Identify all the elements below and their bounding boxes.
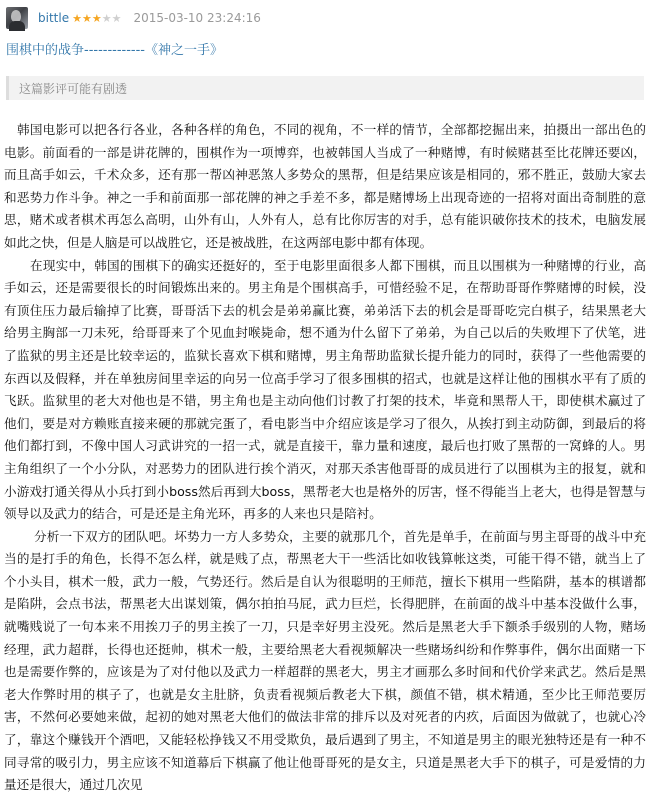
review-header bbox=[6, 6, 261, 30]
review-title-movie: 《神之一手》 bbox=[144, 43, 223, 58]
spoiler-notice-text: 这篇影评可能有剧透 bbox=[19, 81, 128, 96]
star-empty-icon: ★ bbox=[111, 11, 122, 25]
review-paragraph: 在现实中，韩国的围棋下的确实还挺好的，至于电影里面很多人都下围棋，而且以围棋为一种赌博的行业，高手如云，还是需要很长的时间锻炼出来的。男主角是个围棋高手，可惜经验不足，在帮助哥哥作弊赌博的时候，没有顶住压力最后输掉了比赛，哥哥活下去的机会是弟弟赢比赛，弟弟活下去的机会是哥哥吃完白棋子，结果黑老大给男主胸部一刀未死，给哥哥来了个见血封喉毙命，想不通为什么留下了弟弟，为自己以后的失败埋下了伏笔，进了监狱的男主还是比较幸运的，监狱长喜欢下棋和赌博，男主角帮助监狱长提升能力的同时，获得了一些他需要的东西以及假释，并在单独房间里幸运的向另一位高手学习了很多围棋的招式，也就是这样让他的围棋水平有了质的飞跃。监狱里的老大对他也是不错，男主角也是主动向他们讨教了打架的技术，毕竟和黑帮人干，即使棋术赢过了他们，要是对方赖账直接来硬的那就完蛋了，看电影当中介绍应该是学习了很久，从挨打到主动防御，到最后的将他们都打到，不像中国人习武讲究的一招一式，就是直接干，靠力量和速度，最后也打败了黑帮的一窝蜂的人。男主角组织了一个小分队，对恶势力的团队进行挨个消灭，对那天杀害他哥哥的成员进行了以围棋为主的报复，就和小游戏打通关得从小兵打到小boss然后再到大boss，黑帮老大也是格外的厉害，怪不得能当上老大，也得是智慧与领导以及武力的结合，可是还是主角光环，再多的人来也只是陪衬。 bbox=[4, 257, 646, 522]
avatar[interactable] bbox=[6, 7, 28, 29]
username-link[interactable]: bittle bbox=[38, 11, 70, 25]
review-title-link[interactable] bbox=[6, 39, 223, 58]
spoiler-notice bbox=[6, 76, 644, 100]
star-filled-icon: ★ bbox=[91, 11, 102, 25]
rating-stars bbox=[72, 13, 121, 24]
star-filled-icon: ★ bbox=[81, 11, 92, 25]
review-paragraph: 韩国电影可以把各行各业，各种各样的角色，不同的视角，不一样的情节，全部都挖掘出来，拍摄出一部出色的电影。前面看的一部是讲花牌的，围棋作为一项博弈，也被韩国人当成了一种赌博，有时候赌甚至比花牌还要凶，而且高手如云，千术众多，还有那一帮凶神恶煞人多势众的黑帮，但是结果应该是相同的，邪不胜正，鼓励大家去和恶势力作斗争。神之一手和前面那一部花牌的神之手差不多，都是赌博场上出现奇迹的一招将对面出奇制胜的意思，赌术或者棋术再怎么高明，山外有山，人外有人，总有比你厉害的对手，总有能识破你技术的技术，电脑发展如此之快，但是人脑是可以战胜它，还是被战胜，在这两部电影中都有体现。 bbox=[4, 122, 646, 250]
star-filled-icon: ★ bbox=[72, 11, 82, 25]
review-content bbox=[4, 119, 646, 797]
review-paragraph: 分析一下双方的团队吧。坏势力一方人多势众，主要的就那几个，首先是单手，在前面与男主哥哥的战斗中充当的是打手的角色，长得不怎么样，就是贱了点，帮黑老大干一些活比如收钱算帐这类，可能干得不错，就当上了个小头目，棋术一般，武力一般，气势还行。然后是自认为很聪明的王师范，擅长下棋用一些陷阱，基本的棋谱都是陷阱，会点书法，帮黑老大出谋划策，偶尔拍拍马屁，武力巨烂，长得肥胖，在前面的战斗中基本没做什么事，就嘴贱说了一句本来不用挨刀子的男主挨了一刀，只是幸好男主没死。然后是黑老大手下额杀手级别的人物，赌场经理，武力超群，长得也还挺帅，棋术一般，主要给黑老大看视频解决一些赌场纠纷和作弊事件，偶尔出面赌一下也是需要作弊的，应该是为了对付他以及武力一样超群的黑老大，男主才画那么多时间和代价学来武艺。然后是黑老大作弊时用的棋子了，也就是女主肚脐，负责看视频后教老大下棋，颜值不错，棋术精通，至少比王师范要厉害，不然何必要她来做，起初的她对黑老大他们的做法非常的排斥以及对死者的内疚，后面因为做就了，也就心冷了，靠这个赚钱开个酒吧，又能轻松挣钱又不用受欺负，最后遇到了男主，不知道是男主的眼光独特还是有一种不同寻常的吸引力，男主应该不知道幕后下棋赢了他让他哥哥死的是女主，只道是黑老大手下的棋子，可是爱情的力量还是很大，通过几次见 bbox=[4, 528, 646, 793]
star-empty-icon: ★ bbox=[101, 11, 112, 25]
review-timestamp: 2015-03-10 23:24:16 bbox=[133, 11, 261, 25]
review-title-prefix: 围棋中的战争------------- bbox=[6, 43, 145, 58]
